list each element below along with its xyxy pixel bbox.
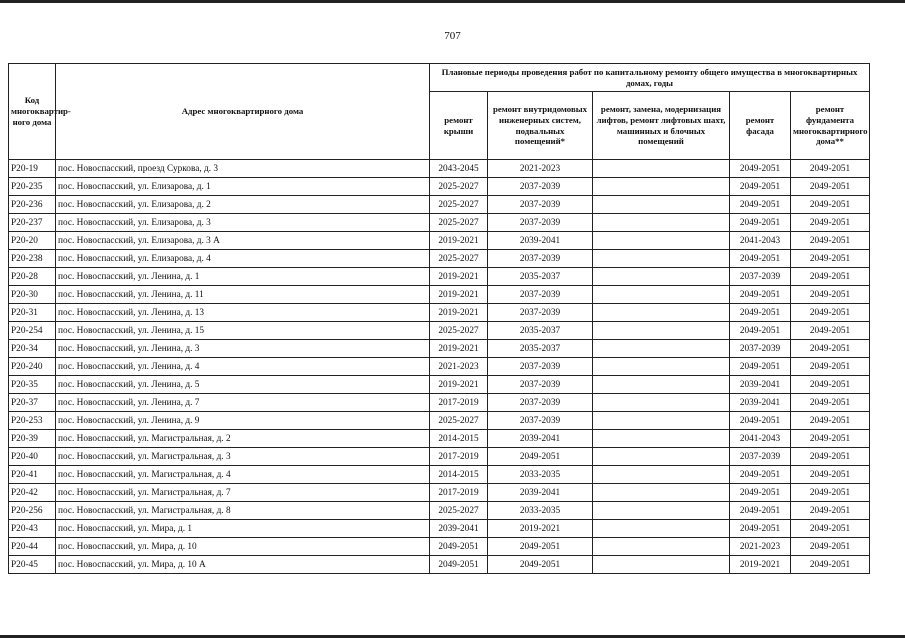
row-code: P20-30 [9, 286, 56, 304]
row-code: P20-235 [9, 178, 56, 196]
row-elevator [593, 304, 730, 322]
row-facade: 2039-2041 [730, 394, 791, 412]
row-roof: 2019-2021 [430, 268, 488, 286]
row-code: P20-44 [9, 538, 56, 556]
row-address: пос. Новоспасский, ул. Ленина, д. 7 [56, 394, 430, 412]
row-engineering: 2039-2041 [488, 484, 593, 502]
row-engineering: 2037-2039 [488, 394, 593, 412]
row-foundation: 2049-2051 [791, 520, 870, 538]
header-group: Плановые периоды проведения работ по капитальному ремонту общего имущества в многоквартирных домах, годы [430, 64, 870, 92]
row-roof: 2049-2051 [430, 538, 488, 556]
row-address: пос. Новоспасский, ул. Елизарова, д. 3 А [56, 232, 430, 250]
row-engineering: 2037-2039 [488, 286, 593, 304]
row-roof: 2019-2021 [430, 340, 488, 358]
row-facade: 2049-2051 [730, 304, 791, 322]
row-engineering: 2037-2039 [488, 214, 593, 232]
row-roof: 2025-2027 [430, 322, 488, 340]
row-facade: 2049-2051 [730, 484, 791, 502]
row-roof: 2019-2021 [430, 232, 488, 250]
row-code: P20-42 [9, 484, 56, 502]
header-address: Адрес многоквартирного дома [56, 64, 430, 160]
row-address: пос. Новоспасский, ул. Елизарова, д. 4 [56, 250, 430, 268]
header-roof: ремонт крыши [430, 92, 488, 160]
row-code: P20-31 [9, 304, 56, 322]
row-foundation: 2049-2051 [791, 430, 870, 448]
row-engineering: 2037-2039 [488, 358, 593, 376]
row-engineering: 2037-2039 [488, 412, 593, 430]
header-foundation: ремонт фундамента многоквартирного дома** [791, 92, 870, 160]
row-engineering: 2035-2037 [488, 340, 593, 358]
row-code: P20-237 [9, 214, 56, 232]
table-row [9, 466, 870, 484]
row-foundation: 2049-2051 [791, 538, 870, 556]
row-code: P20-238 [9, 250, 56, 268]
row-elevator [593, 394, 730, 412]
row-address: пос. Новоспасский, ул. Мира, д. 10 А [56, 556, 430, 574]
row-elevator [593, 484, 730, 502]
table-row [9, 340, 870, 358]
table-row [9, 376, 870, 394]
row-elevator [593, 466, 730, 484]
row-address: пос. Новоспасский, ул. Магистральная, д. 7 [56, 484, 430, 502]
row-engineering: 2035-2037 [488, 322, 593, 340]
row-foundation: 2049-2051 [791, 340, 870, 358]
row-elevator [593, 214, 730, 232]
row-facade: 2049-2051 [730, 466, 791, 484]
row-elevator [593, 358, 730, 376]
row-elevator [593, 178, 730, 196]
row-code: P20-240 [9, 358, 56, 376]
row-address: пос. Новоспасский, ул. Мира, д. 10 [56, 538, 430, 556]
row-foundation: 2049-2051 [791, 322, 870, 340]
header-facade: ремонт фасада [730, 92, 791, 160]
row-facade: 2037-2039 [730, 448, 791, 466]
row-facade: 2049-2051 [730, 250, 791, 268]
row-code: P20-45 [9, 556, 56, 574]
row-code: P20-34 [9, 340, 56, 358]
row-roof: 2017-2019 [430, 484, 488, 502]
row-code: P20-254 [9, 322, 56, 340]
row-engineering: 2037-2039 [488, 304, 593, 322]
row-engineering: 2019-2021 [488, 520, 593, 538]
row-foundation: 2049-2051 [791, 304, 870, 322]
row-engineering: 2035-2037 [488, 268, 593, 286]
row-address: пос. Новоспасский, ул. Ленина, д. 3 [56, 340, 430, 358]
row-code: P20-40 [9, 448, 56, 466]
row-roof: 2043-2045 [430, 160, 488, 178]
row-roof: 2025-2027 [430, 250, 488, 268]
row-facade: 2041-2043 [730, 430, 791, 448]
row-code: P20-43 [9, 520, 56, 538]
row-foundation: 2049-2051 [791, 376, 870, 394]
row-code: P20-41 [9, 466, 56, 484]
row-roof: 2025-2027 [430, 412, 488, 430]
row-address: пос. Новоспасский, ул. Елизарова, д. 3 [56, 214, 430, 232]
row-foundation: 2049-2051 [791, 394, 870, 412]
row-facade: 2039-2041 [730, 376, 791, 394]
row-facade: 2049-2051 [730, 358, 791, 376]
row-facade: 2049-2051 [730, 178, 791, 196]
row-foundation: 2049-2051 [791, 286, 870, 304]
table-row [9, 286, 870, 304]
row-roof: 2025-2027 [430, 178, 488, 196]
row-elevator [593, 232, 730, 250]
row-foundation: 2049-2051 [791, 502, 870, 520]
row-elevator [593, 196, 730, 214]
row-engineering: 2021-2023 [488, 160, 593, 178]
header-engineering: ремонт внутридомовых инженерных систем, подвальных помещений* [488, 92, 593, 160]
row-elevator [593, 340, 730, 358]
row-facade: 2041-2043 [730, 232, 791, 250]
row-engineering: 2037-2039 [488, 196, 593, 214]
table-row [9, 232, 870, 250]
table-row [9, 268, 870, 286]
row-elevator [593, 286, 730, 304]
row-facade: 2049-2051 [730, 286, 791, 304]
row-address: пос. Новоспасский, ул. Мира, д. 1 [56, 520, 430, 538]
row-elevator [593, 250, 730, 268]
row-facade: 2049-2051 [730, 520, 791, 538]
row-engineering: 2049-2051 [488, 556, 593, 574]
row-roof: 2019-2021 [430, 304, 488, 322]
row-engineering: 2049-2051 [488, 448, 593, 466]
row-roof: 2014-2015 [430, 430, 488, 448]
row-foundation: 2049-2051 [791, 268, 870, 286]
row-roof: 2049-2051 [430, 556, 488, 574]
header-elevator: ремонт, замена, модернизация лифтов, ремонт лифтовых шахт, машинных и блочных помещений [593, 92, 730, 160]
row-code: P20-19 [9, 160, 56, 178]
row-elevator [593, 322, 730, 340]
row-elevator [593, 160, 730, 178]
row-roof: 2017-2019 [430, 448, 488, 466]
row-foundation: 2049-2051 [791, 160, 870, 178]
top-border-line [0, 0, 905, 3]
row-address: пос. Новоспасский, ул. Ленина, д. 15 [56, 322, 430, 340]
table-row [9, 448, 870, 466]
row-elevator [593, 556, 730, 574]
row-foundation: 2049-2051 [791, 178, 870, 196]
page-number: 707 [444, 30, 461, 42]
row-foundation: 2049-2051 [791, 448, 870, 466]
table-row [9, 412, 870, 430]
row-roof: 2025-2027 [430, 214, 488, 232]
row-engineering: 2033-2035 [488, 466, 593, 484]
row-address: пос. Новоспасский, проезд Суркова, д. 3 [56, 160, 430, 178]
table-row [9, 520, 870, 538]
row-code: P20-236 [9, 196, 56, 214]
row-foundation: 2049-2051 [791, 412, 870, 430]
table-row [9, 430, 870, 448]
row-foundation: 2049-2051 [791, 484, 870, 502]
table-row [9, 304, 870, 322]
row-facade: 2049-2051 [730, 322, 791, 340]
row-roof: 2021-2023 [430, 358, 488, 376]
row-facade: 2037-2039 [730, 340, 791, 358]
row-facade: 2037-2039 [730, 268, 791, 286]
table-row [9, 178, 870, 196]
row-code: P20-28 [9, 268, 56, 286]
table-row [9, 322, 870, 340]
table-row [9, 358, 870, 376]
row-facade: 2021-2023 [730, 538, 791, 556]
row-address: пос. Новоспасский, ул. Елизарова, д. 1 [56, 178, 430, 196]
row-facade: 2049-2051 [730, 412, 791, 430]
row-address: пос. Новоспасский, ул. Магистральная, д. 4 [56, 466, 430, 484]
row-address: пос. Новоспасский, ул. Елизарова, д. 2 [56, 196, 430, 214]
table-row [9, 394, 870, 412]
row-engineering: 2037-2039 [488, 250, 593, 268]
bottom-border-line [0, 635, 905, 638]
row-address: пос. Новоспасский, ул. Ленина, д. 13 [56, 304, 430, 322]
row-code: P20-39 [9, 430, 56, 448]
table-row [9, 538, 870, 556]
row-address: пос. Новоспасский, ул. Ленина, д. 9 [56, 412, 430, 430]
row-address: пос. Новоспасский, ул. Магистральная, д. 3 [56, 448, 430, 466]
row-elevator [593, 430, 730, 448]
row-foundation: 2049-2051 [791, 250, 870, 268]
table-row [9, 250, 870, 268]
row-engineering: 2039-2041 [488, 232, 593, 250]
row-elevator [593, 268, 730, 286]
row-engineering: 2037-2039 [488, 376, 593, 394]
table-row [9, 502, 870, 520]
table-row [9, 214, 870, 232]
row-code: P20-37 [9, 394, 56, 412]
row-address: пос. Новоспасский, ул. Магистральная, д. 2 [56, 430, 430, 448]
row-engineering: 2037-2039 [488, 178, 593, 196]
row-foundation: 2049-2051 [791, 196, 870, 214]
row-engineering: 2049-2051 [488, 538, 593, 556]
row-facade: 2019-2021 [730, 556, 791, 574]
row-elevator [593, 538, 730, 556]
row-roof: 2019-2021 [430, 376, 488, 394]
table-row [9, 484, 870, 502]
row-elevator [593, 412, 730, 430]
row-elevator [593, 520, 730, 538]
row-address: пос. Новоспасский, ул. Ленина, д. 11 [56, 286, 430, 304]
row-roof: 2025-2027 [430, 196, 488, 214]
row-address: пос. Новоспасский, ул. Ленина, д. 1 [56, 268, 430, 286]
row-roof: 2039-2041 [430, 520, 488, 538]
header-code: Код многоквартир-ного дома [9, 64, 56, 160]
table-row [9, 196, 870, 214]
row-facade: 2049-2051 [730, 160, 791, 178]
row-code: P20-253 [9, 412, 56, 430]
row-address: пос. Новоспасский, ул. Магистральная, д. 8 [56, 502, 430, 520]
row-foundation: 2049-2051 [791, 358, 870, 376]
row-engineering: 2039-2041 [488, 430, 593, 448]
row-roof: 2019-2021 [430, 286, 488, 304]
row-elevator [593, 502, 730, 520]
row-roof: 2025-2027 [430, 502, 488, 520]
row-foundation: 2049-2051 [791, 232, 870, 250]
row-roof: 2017-2019 [430, 394, 488, 412]
table-row [9, 556, 870, 574]
row-code: P20-20 [9, 232, 56, 250]
row-address: пос. Новоспасский, ул. Ленина, д. 4 [56, 358, 430, 376]
row-foundation: 2049-2051 [791, 214, 870, 232]
row-roof: 2014-2015 [430, 466, 488, 484]
row-facade: 2049-2051 [730, 502, 791, 520]
row-address: пос. Новоспасский, ул. Ленина, д. 5 [56, 376, 430, 394]
row-engineering: 2033-2035 [488, 502, 593, 520]
row-elevator [593, 376, 730, 394]
row-facade: 2049-2051 [730, 196, 791, 214]
row-facade: 2049-2051 [730, 214, 791, 232]
capital-repair-table [8, 63, 870, 574]
row-code: P20-35 [9, 376, 56, 394]
row-code: P20-256 [9, 502, 56, 520]
table-body [9, 160, 870, 574]
row-elevator [593, 448, 730, 466]
row-foundation: 2049-2051 [791, 556, 870, 574]
row-foundation: 2049-2051 [791, 466, 870, 484]
table-row [9, 160, 870, 178]
